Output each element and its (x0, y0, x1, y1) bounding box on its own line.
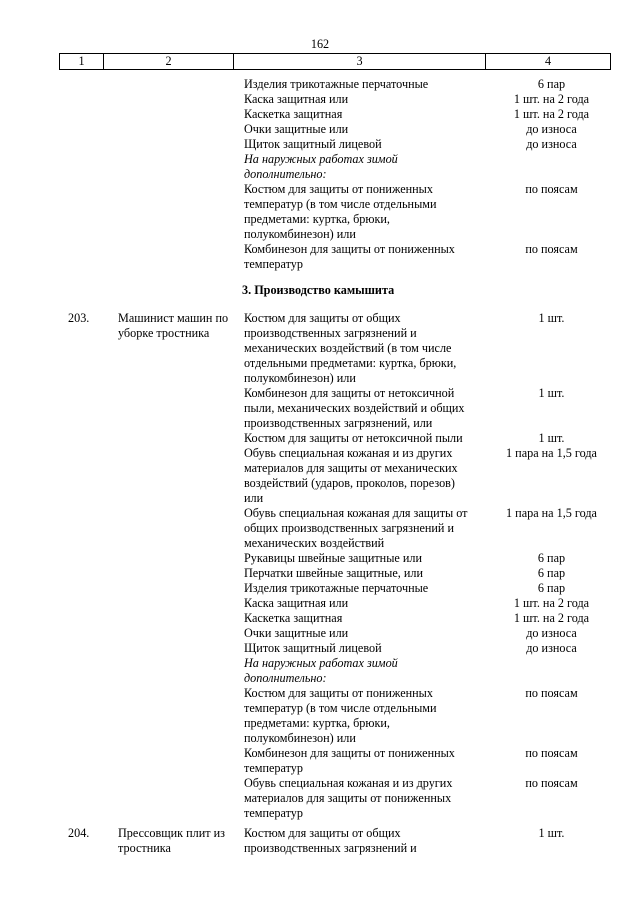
continued-items (0, 77, 640, 272)
entry_203-line (0, 746, 640, 761)
item-norm (489, 716, 614, 731)
entry_203-line (0, 686, 640, 701)
item-norm: по поясам (525, 182, 578, 196)
blank-cell (0, 257, 118, 272)
item-name: механических воздействий (244, 536, 385, 550)
entry_203-line (0, 416, 640, 431)
item-norm: до износа (526, 137, 577, 151)
blank-cell (118, 611, 244, 626)
continued-line (0, 257, 640, 272)
item-norm: 6 пар (537, 581, 566, 595)
blank-cell (0, 212, 118, 227)
item-norm: до износа (526, 626, 577, 640)
blank-cell (0, 431, 118, 446)
item-norm: 1 пара на 1,5 года (506, 446, 597, 460)
entry_203-line (0, 521, 640, 536)
item-name: производственных загрязнений, или (244, 416, 433, 430)
blank-cell (0, 416, 118, 431)
entry_203-line (0, 791, 640, 806)
blank-cell (118, 536, 244, 551)
blank-cell (118, 122, 244, 137)
continued-line (0, 197, 640, 212)
entry_203-line (0, 566, 640, 581)
item-name: полукомбинезон) или (244, 227, 356, 241)
item-norm (489, 416, 614, 431)
item-name: температур (244, 806, 303, 820)
entry_203-line (0, 371, 640, 386)
item-name: или (244, 491, 264, 505)
entry-204 (0, 826, 640, 856)
blank-cell (0, 761, 118, 776)
blank-cell (118, 731, 244, 746)
entry_203-line (0, 551, 640, 566)
blank-cell (0, 791, 118, 806)
blank-cell (118, 77, 244, 92)
item-name: Рукавицы швейные защитные или (244, 551, 422, 565)
column-header-2: 2 (104, 54, 234, 70)
blank-cell (118, 197, 244, 212)
item-name: температур (в том числе отдельными (244, 701, 437, 715)
item-name: материалов для защиты от пониженных (244, 791, 452, 805)
entry_203-line (0, 731, 640, 746)
continued-line (0, 242, 640, 257)
blank-cell (0, 746, 118, 761)
blank-cell (0, 521, 118, 536)
blank-cell (0, 401, 118, 416)
continued-line (0, 137, 640, 152)
blank-cell (118, 656, 244, 671)
blank-cell (0, 776, 118, 791)
blank-cell (0, 227, 118, 242)
continued-line (0, 167, 640, 182)
entry_203-line (0, 326, 640, 341)
item-name: Каскетка защитная (244, 107, 343, 121)
item-name: пыли, механических воздействий и общих (244, 401, 465, 415)
item-name: общих производственных загрязнений и (244, 521, 455, 535)
blank-cell (118, 686, 244, 701)
item-name: Костюм для защиты от общих (244, 826, 401, 840)
blank-cell (0, 581, 118, 596)
entry_203-line (0, 671, 640, 686)
item-name: Изделия трикотажные перчаточные (244, 77, 429, 91)
entry_203-line (0, 401, 640, 416)
item-norm (489, 461, 614, 476)
blank-cell (118, 776, 244, 791)
entry_203-line (0, 431, 640, 446)
item-norm: по поясам (525, 242, 578, 256)
item-name: температур (в том числе отдельными (244, 197, 437, 211)
item-name: производственных загрязнений и (244, 326, 417, 340)
entry_203-line (0, 656, 640, 671)
item-name: Костюм для защиты от нетоксичной пыли (244, 431, 463, 445)
continued-line (0, 122, 640, 137)
item-name: Очки защитные или (244, 122, 349, 136)
blank-cell (118, 806, 244, 821)
blank-cell (0, 461, 118, 476)
continued-line (0, 212, 640, 227)
blank-cell (0, 806, 118, 821)
item-name: Обувь специальная кожаная и из других (244, 776, 453, 790)
item-name: дополнительно: (244, 167, 327, 181)
item-name: Перчатки швейные защитные, или (244, 566, 424, 580)
blank-cell (0, 197, 118, 212)
blank-cell (118, 341, 244, 356)
item-name: На наружных работах зимой (244, 152, 398, 166)
item-name: Каска защитная или (244, 596, 349, 610)
blank-cell (118, 152, 244, 167)
profession-name: уборке тростника (118, 326, 210, 340)
blank-cell (118, 521, 244, 536)
blank-cell (118, 257, 244, 272)
item-norm (489, 341, 614, 356)
column-header-row (60, 54, 611, 70)
item-name: механических воздействий (в том числе (244, 341, 452, 355)
item-norm (489, 356, 614, 371)
blank-cell (118, 401, 244, 416)
item-norm: до износа (526, 641, 577, 655)
entry_203-line (0, 626, 640, 641)
item-norm (489, 491, 614, 506)
entry_203-line (0, 761, 640, 776)
blank-cell (0, 641, 118, 656)
item-norm (489, 806, 614, 821)
blank-cell (0, 371, 118, 386)
item-norm: по поясам (525, 776, 578, 790)
entry_203-line (0, 506, 640, 521)
blank-cell (0, 137, 118, 152)
blank-cell (118, 446, 244, 461)
blank-cell (0, 626, 118, 641)
item-norm: 1 пара на 1,5 года (506, 506, 597, 520)
item-name: полукомбинезон) или (244, 731, 356, 745)
item-name: Каскетка защитная (244, 611, 343, 625)
item-name: воздействий (ударов, проколов, порезов) (244, 476, 455, 490)
item-norm: 1 шт. на 2 года (513, 596, 590, 610)
column-header-3: 3 (234, 54, 486, 70)
blank-cell (0, 491, 118, 506)
entry_203-line (0, 716, 640, 731)
entry_203-line (0, 311, 640, 326)
profession-name: Машинист машин по (118, 311, 229, 325)
blank-cell (118, 416, 244, 431)
blank-cell (0, 686, 118, 701)
entry_203-line (0, 476, 640, 491)
item-norm (489, 701, 614, 716)
entry_203-line (0, 341, 640, 356)
item-norm (489, 841, 614, 856)
blank-cell (118, 791, 244, 806)
blank-cell (0, 356, 118, 371)
blank-cell (0, 326, 118, 341)
blank-cell (118, 386, 244, 401)
column-header-4: 4 (486, 54, 611, 70)
blank-cell (118, 212, 244, 227)
entry_203-line (0, 776, 640, 791)
item-name: Комбинезон для защиты от пониженных (244, 746, 455, 760)
profession-name: тростника (118, 841, 171, 855)
continued-line (0, 227, 640, 242)
blank-cell (0, 167, 118, 182)
item-norm: 1 шт. на 2 года (513, 107, 590, 121)
item-norm (489, 791, 614, 806)
blank-cell (118, 92, 244, 107)
blank-cell (0, 536, 118, 551)
blank-cell (118, 137, 244, 152)
blank-cell (0, 566, 118, 581)
item-name: дополнительно: (244, 671, 327, 685)
item-name: Костюм для защиты от общих (244, 311, 401, 325)
item-norm (489, 212, 614, 227)
section-title: 3. Производство камышита (242, 283, 395, 297)
item-norm (489, 152, 614, 167)
blank-cell (118, 242, 244, 257)
blank-cell (0, 841, 118, 856)
blank-cell (118, 182, 244, 197)
blank-cell (0, 731, 118, 746)
item-name: Изделия трикотажные перчаточные (244, 581, 429, 595)
item-norm (489, 656, 614, 671)
entry-number: 204. (68, 826, 90, 840)
blank-cell (0, 611, 118, 626)
blank-cell (118, 506, 244, 521)
item-name: температур (244, 761, 303, 775)
item-name: Костюм для защиты от пониженных (244, 182, 433, 196)
item-norm (489, 536, 614, 551)
item-norm: 1 шт. (538, 311, 565, 325)
item-norm (489, 167, 614, 182)
item-name: полукомбинезон) или (244, 371, 356, 385)
entry_203-line (0, 446, 640, 461)
entry_204-line (0, 841, 640, 856)
item-name: Комбинезон для защиты от пониженных (244, 242, 455, 256)
column-header-table (59, 53, 611, 70)
item-name: предметами: куртка, брюки, (244, 716, 390, 730)
blank-cell (118, 641, 244, 656)
entry_203-line (0, 641, 640, 656)
item-norm (489, 731, 614, 746)
item-norm: по поясам (525, 686, 578, 700)
blank-cell (118, 371, 244, 386)
item-name: Костюм для защиты от пониженных (244, 686, 433, 700)
item-norm: 1 шт. на 2 года (513, 611, 590, 625)
continued-line (0, 182, 640, 197)
item-name: предметами: куртка, брюки, (244, 212, 390, 226)
blank-cell (0, 341, 118, 356)
item-name: Обувь специальная кожаная и из других (244, 446, 453, 460)
blank-cell (118, 566, 244, 581)
item-norm: до износа (526, 122, 577, 136)
blank-cell (118, 461, 244, 476)
blank-cell (0, 656, 118, 671)
continued-line (0, 77, 640, 92)
continued-line (0, 92, 640, 107)
item-norm (489, 371, 614, 386)
item-norm: 1 шт. на 2 года (513, 92, 590, 106)
item-norm: 1 шт. (538, 386, 565, 400)
blank-cell (0, 152, 118, 167)
item-norm (489, 257, 614, 272)
item-norm: 1 шт. (538, 826, 565, 840)
blank-cell (0, 386, 118, 401)
entry-203 (0, 311, 640, 821)
blank-cell (118, 431, 244, 446)
item-name: Щиток защитный лицевой (244, 641, 382, 655)
item-norm: 6 пар (537, 566, 566, 580)
item-name: температур (244, 257, 303, 271)
item-name: отдельными предметами: куртка, брюки, (244, 356, 457, 370)
continued-line (0, 107, 640, 122)
blank-cell (0, 446, 118, 461)
entry_203-line (0, 461, 640, 476)
blank-cell (0, 701, 118, 716)
blank-cell (0, 716, 118, 731)
item-norm (489, 227, 614, 242)
item-norm (489, 197, 614, 212)
blank-cell (118, 491, 244, 506)
entry-number: 203. (68, 311, 90, 325)
blank-cell (118, 596, 244, 611)
item-norm: 6 пар (537, 77, 566, 91)
entry_203-line (0, 491, 640, 506)
blank-cell (118, 227, 244, 242)
blank-cell (118, 671, 244, 686)
blank-cell (118, 551, 244, 566)
blank-cell (0, 671, 118, 686)
item-norm (489, 401, 614, 416)
continued-line (0, 152, 640, 167)
blank-cell (0, 107, 118, 122)
entry_203-line (0, 356, 640, 371)
item-norm (489, 326, 614, 341)
item-name: Щиток защитный лицевой (244, 137, 382, 151)
blank-cell (118, 476, 244, 491)
blank-cell (0, 92, 118, 107)
item-name: Очки защитные или (244, 626, 349, 640)
blank-cell (118, 626, 244, 641)
blank-cell (118, 761, 244, 776)
item-name: производственных загрязнений и (244, 841, 417, 855)
item-norm (489, 671, 614, 686)
item-name: Комбинезон для защиты от нетоксичной (244, 386, 455, 400)
blank-cell (0, 551, 118, 566)
entry_204-line (0, 826, 640, 841)
blank-cell (0, 242, 118, 257)
blank-cell (118, 356, 244, 371)
blank-cell (0, 596, 118, 611)
blank-cell (0, 182, 118, 197)
page-number: 162 (310, 37, 330, 51)
entry_203-line (0, 701, 640, 716)
entry_203-line (0, 596, 640, 611)
blank-cell (0, 476, 118, 491)
blank-cell (118, 716, 244, 731)
blank-cell (118, 746, 244, 761)
entry_203-line (0, 386, 640, 401)
item-name: На наружных работах зимой (244, 656, 398, 670)
item-norm (489, 476, 614, 491)
item-norm: по поясам (525, 746, 578, 760)
profession-name: Прессовщик плит из (118, 826, 225, 840)
entry_203-line (0, 806, 640, 821)
blank-cell (118, 701, 244, 716)
column-header-1: 1 (60, 54, 104, 70)
blank-cell (118, 107, 244, 122)
item-name: Каска защитная или (244, 92, 349, 106)
entry_203-line (0, 536, 640, 551)
blank-cell (118, 581, 244, 596)
entry_203-line (0, 581, 640, 596)
item-name: Обувь специальная кожаная для защиты от (244, 506, 468, 520)
item-norm: 6 пар (537, 551, 566, 565)
item-norm (489, 761, 614, 776)
blank-cell (118, 167, 244, 182)
item-name: материалов для защиты от механических (244, 461, 458, 475)
item-norm (489, 521, 614, 536)
item-norm: 1 шт. (538, 431, 565, 445)
blank-cell (0, 122, 118, 137)
blank-cell (0, 77, 118, 92)
blank-cell (0, 506, 118, 521)
entry_203-line (0, 611, 640, 626)
